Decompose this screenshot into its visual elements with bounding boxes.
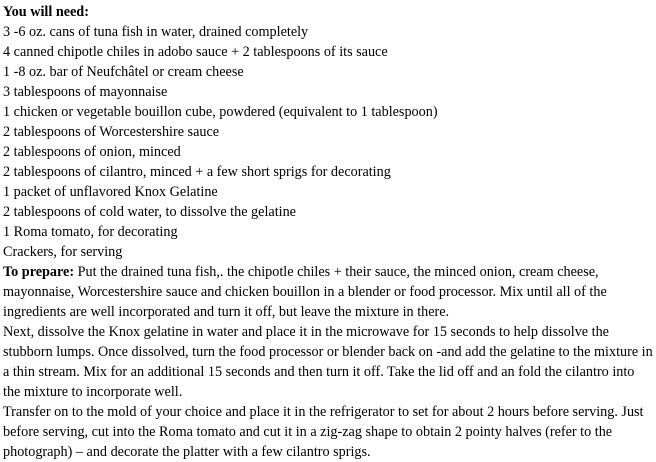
recipe-document [3,2,655,462]
preparation-step-1 [3,262,655,322]
ingredients-heading: You will need: [3,4,89,20]
ingredient-item: 2 tablespoons of cilantro, minced + a few short sprigs for decorating [3,164,391,180]
ingredient-item: 3 -6 oz. cans of tuna fish in water, drained completely [3,24,309,40]
preparation-step-2: Next, dissolve the Knox gelatine in water and place it in the microwave for 15 seconds to help dissolve the stubborn lumps. Once dissolved, turn the food processor or blender back on -and add the gelatine to the mixture in a thin stream. Mix for an additional 15 seconds and then turn it off. Take the lid off and an fold the cilantro into the mixture to incorporate well. [3,324,653,400]
ingredient-item: 1 packet of unflavored Knox Gelatine [3,184,218,200]
ingredients-list [3,22,655,262]
ingredient-item: 1 -8 oz. bar of Neufchâtel or cream cheese [3,64,244,80]
preparation-step-1-text: Put the drained tuna fish,. the chipotle chiles + their sauce, the minced onion, cream cheese, mayonnaise, Worcestershire sauce and chicken bouillon in a blender or food processor. Mix until all of the ingredients are well incorporated and turn it off, but leave the mixture in there. [3,264,607,320]
ingredient-item: 1 chicken or vegetable bouillon cube, powdered (equivalent to 1 tablespoon) [3,104,438,120]
ingredient-item: 1 Roma tomato, for decorating [3,224,178,240]
ingredient-item: 4 canned chipotle chiles in adobo sauce + 2 tablespoons of its sauce [3,44,388,60]
ingredient-item: 2 tablespoons of Worcestershire sauce [3,124,220,140]
ingredient-item: 2 tablespoons of onion, minced [3,144,181,160]
ingredient-item: 2 tablespoons of cold water, to dissolve the gelatine [3,204,296,220]
ingredient-item: 3 tablespoons of mayonnaise [3,84,168,100]
preparation-step-3: Transfer on to the mold of your choice and place it in the refrigerator to set for about 2 hours before serving. Just before serving, cut into the Roma tomato and cut it in a zig-zag shape to obtain 2 pointy halves (refer to the photograph) – and decorate the platter with a few cilantro sprigs. [3,404,644,460]
preparation-label: To prepare: [3,264,75,280]
ingredient-item: Crackers, for serving [3,244,123,260]
